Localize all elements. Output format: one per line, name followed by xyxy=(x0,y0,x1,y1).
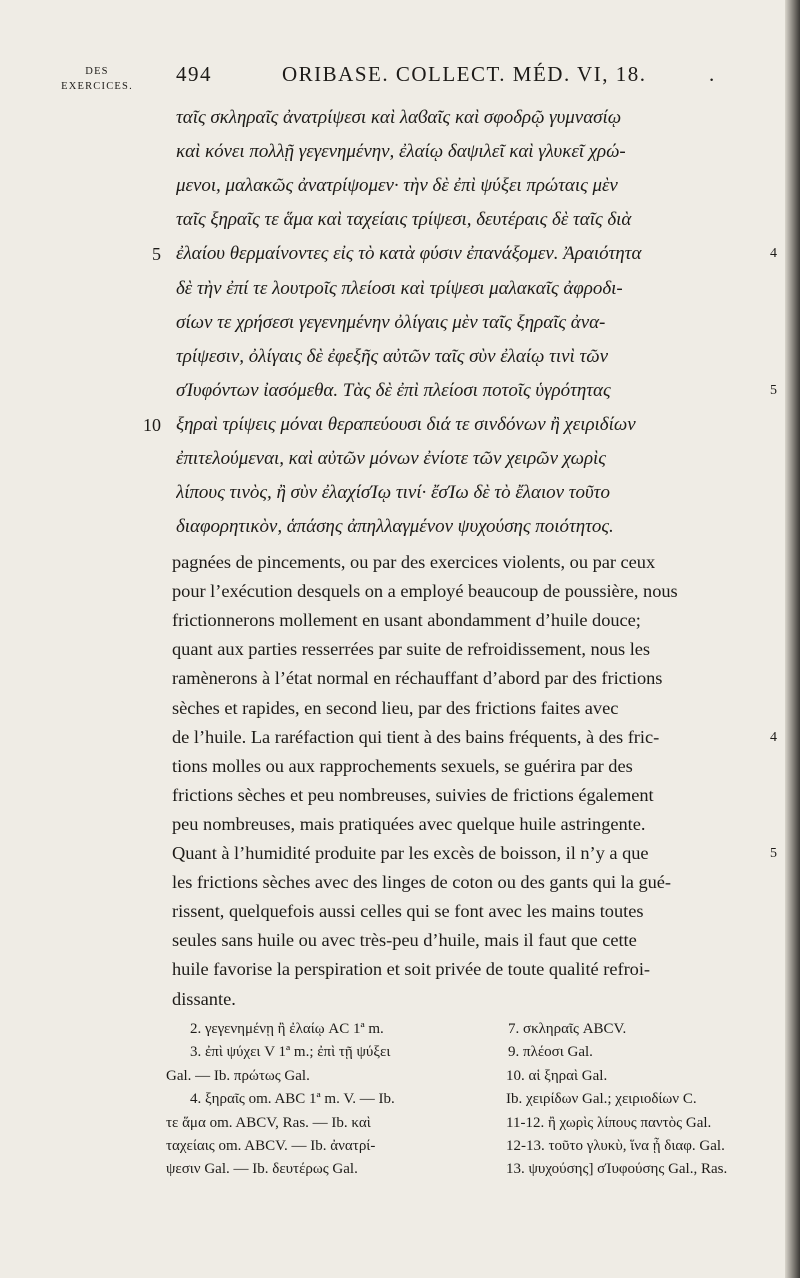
footnote-left: Gal. — Ib. πρώτως Gal. xyxy=(166,1067,310,1084)
translation-line: peu nombreuses, mais pratiquées avec quelque huile astringente. xyxy=(172,813,646,834)
greek-line: ταῖς ξηραῖς τε ἅμα καὶ ταχείαις τρίψεσι, δευτέραις δὲ ταῖς διὰ xyxy=(176,209,632,231)
translation-line: ramènerons à l’état normal en réchauffant d’abord par des frictions xyxy=(172,668,663,689)
running-head-mark: . xyxy=(709,62,716,86)
footnote-right: 9. πλέοσι Gal. xyxy=(508,1044,593,1061)
running-title: ORIBASE. COLLECT. MÉD. VI, 18. xyxy=(282,62,647,86)
translation-line: pour l’exécution desquels on a employé beaucoup de poussière, nous xyxy=(172,581,678,602)
greek-line: ἐπιτελούμεναι, καὶ αὐτῶν μόνων ἐνίοτε τῶν χειρῶν χωρὶς xyxy=(176,448,606,469)
margin-note-line: DES xyxy=(85,66,109,77)
greek-line: ἐλαίου θερμαίνοντες εἰς τὸ κατὰ φύσιν ἐπανάξομεν. Ἀραιότητα xyxy=(176,243,642,265)
greek-line: τρίψεσιν, ὀλίγαις δὲ ἐφεξῆς αὐτῶν ταῖς σὺν ἐλαίῳ τινὶ τῶν xyxy=(176,345,609,367)
greek-line: καὶ κόνει πολλῇ γεγενημένην, ἐλαίῳ δαψιλεῖ καὶ γλυκεῖ χρώ- xyxy=(176,141,626,163)
translation-line: seules sans huile ou avec très-peu d’huile, mais il faut que cette xyxy=(172,930,637,951)
greek-line: σίων τε χρήσεσι γεγενημένην ὀλίγαις μὲν ταῖς ξηραῖς ἀνα- xyxy=(176,311,606,333)
translation-line: huile favorise la perspiration et soit privée de toute qualité refroi- xyxy=(172,959,651,980)
line-number: 10 xyxy=(143,414,161,435)
translation-line: de l’huile. La raréfaction qui tient à des bains fréquents, à des fric- xyxy=(172,726,660,747)
footnote-right: 12-13. τοῦτο γλυκὺ, ἵνα ᾖ διαφ. Gal. xyxy=(506,1138,725,1154)
footnote-left: 2. γεγενημένῃ ἢ ἐλαίῳ AC 1ª m. xyxy=(190,1021,384,1037)
line-number: 5 xyxy=(152,244,161,265)
right-margin-number: 4 xyxy=(770,246,777,262)
greek-line: διαφορητικὸν, ἁπάσης ἀπηλλαγμένον ψυχούσης ποιότητος. xyxy=(176,516,614,538)
footnote-left: τε ἅμα om. ABCV, Ras. — Ib. καὶ xyxy=(166,1114,371,1131)
greek-line: δὲ τὴν ἐπί τε λουτροῖς πλείοσι καὶ τρίψεσι μαλακαῖς ἀφροδι- xyxy=(176,277,623,299)
footnote-left: 4. ξηραῖς om. ABC 1ª m. V. — Ib. xyxy=(190,1091,395,1108)
running-head xyxy=(176,62,766,88)
translation-line: les frictions sèches avec des linges de coton ou des gants qui la gué- xyxy=(172,872,672,893)
translation-line: Quant à l’humidité produite par les excès de boisson, il n’y a que xyxy=(172,843,649,863)
translation-line: pagnées de pincements, ou par des exercices violents, ou par ceux xyxy=(172,552,656,572)
greek-line: ταῖς σκληραῖς ἀνατρίψεσι καὶ λαϐαῖς καὶ σφοδρῷ γυμνασίῳ xyxy=(176,107,622,128)
right-margin-number: 4 xyxy=(770,729,777,745)
greek-line: μενοι, μαλακῶς ἀνατρίψομεν· τὴν δὲ ἐπὶ ψύξει πρώταις μὲν xyxy=(176,175,618,197)
translation-line: rissent, quelquefois aussi celles qui se font avec les mains toutes xyxy=(172,901,644,922)
footnote-right: 7. σκληραῖς ABCV. xyxy=(508,1021,627,1037)
margin-note xyxy=(52,64,142,94)
translation-line: sèches et rapides, en second lieu, par des frictions faites avec xyxy=(172,697,619,718)
greek-line: λίπους τινὸς, ἢ σὺν ἐλαχίσΊῳ τινί· ἔσΊω δὲ τὸ ἔλαιον τοῦτο xyxy=(176,482,610,504)
margin-note-line: EXERCICES. xyxy=(61,81,133,92)
footnote-left: ταχείαις om. ABCV. — Ib. ἀνατρί- xyxy=(166,1138,376,1154)
footnote-left: 3. ἐπὶ ψύχει V 1ª m.; ἐπὶ τῇ ψύξει xyxy=(190,1044,391,1061)
translation-line: dissante. xyxy=(172,988,236,1009)
greek-line: ξηραὶ τρίψεις μόναι θεραπεύουσι διά τε σινδόνων ἢ χειριδίων xyxy=(176,413,636,435)
greek-line: σΊυφόντων ἰασόμεθα. Τὰς δὲ ἐπὶ πλείοσι ποτοῖς ὑγρότητας xyxy=(176,379,611,401)
footnote-right: 13. ψυχούσης] σΊυφούσης Gal., Ras. xyxy=(506,1161,728,1178)
footnote-right: 11-12. ἢ χωρὶς λίπους παντὸς Gal. xyxy=(506,1114,712,1131)
page-number: 494 xyxy=(176,62,212,86)
footnote-left: ψεσιν Gal. — Ib. δευτέρως Gal. xyxy=(166,1161,358,1178)
translation-line: quant aux parties resserrées par suite de refroidissement, nous les xyxy=(172,639,651,660)
right-margin-number: 5 xyxy=(770,382,777,398)
translation-line: tions molles ou aux rapprochements sexuels, se guérira par des xyxy=(172,755,633,776)
translation-line: frictionnerons mollement en usant abondamment d’huile douce; xyxy=(172,610,641,631)
translation-line: frictions sèches et peu nombreuses, suivies de frictions également xyxy=(172,784,654,805)
footnote-right: 10. αἱ ξηραὶ Gal. xyxy=(506,1067,608,1084)
footnote-right: Ib. χειρίδων Gal.; χειριοδίων C. xyxy=(506,1091,697,1108)
page-edge-shadow xyxy=(785,0,800,1278)
right-margin-number: 5 xyxy=(770,846,777,861)
